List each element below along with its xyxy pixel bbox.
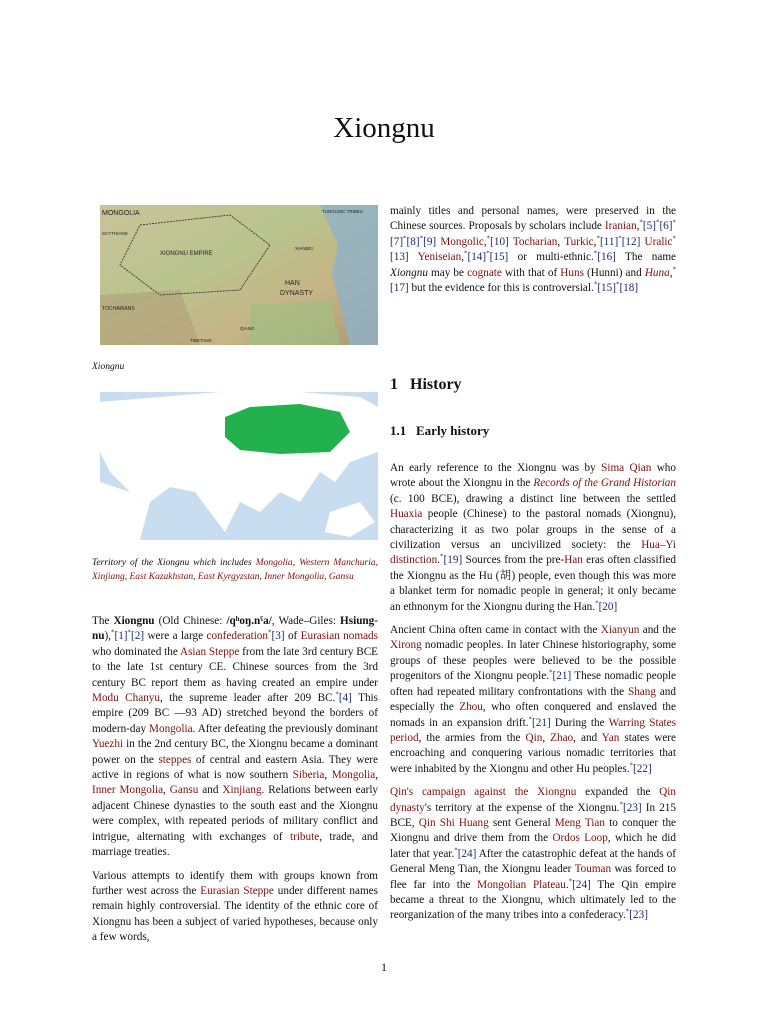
map-label: MONGOLIA [102, 210, 140, 217]
link[interactable]: Inner Mongolia [92, 784, 164, 797]
link[interactable]: Shang [627, 685, 656, 698]
text: with that of [501, 266, 561, 279]
link[interactable]: Yuezhi [92, 738, 124, 751]
text: . [437, 554, 441, 567]
text: to conquer the Xiongnu and drive them from the [390, 816, 676, 845]
section-number: 1 [390, 376, 398, 393]
text: from the late 3rd century BCE to the late 1st century CE. Chinese sources from the 3rd century BC report them as having created an empire under [92, 645, 379, 689]
paragraph: Ancient China often came in contact with the Xianyun and the Xirong nomadic peoples. In later Chinese historiography, some groups of these peoples were believed to be the possible progenitors of the Xiongnu people.*[21] These nomadic people often had repeated military confrontations with the Shang and especially the Zhou, who often conquered and enslaved the nomads in an expansion drift.*[21] During the Warring States period, the armies from the Qin, Zhao, and Yan states were encroaching and conquering various nomadic territories that were inhabited by the Xiongnu and other Hu peoples.*[22] [390, 624, 677, 775]
link[interactable]: Yeniseian [417, 251, 462, 264]
link[interactable]: Han [564, 554, 583, 567]
text: , Wade–Giles: [271, 615, 341, 627]
paragraph: The Xiongnu (Old Chinese: /qʰoŋ.nˤa/, Wade–Giles: Hsiung-nu),*[1]*[2] were a large confederation*[3] of Eurasian nomads who dominated the Asian Steppe from the late 3rd century BCE to the late 1st century CE. Chinese sources from the 3rd century BC report them as having created an empire under Modu Chanyu, the supreme leader after 209 BC.*[4] This empire (209 BC —93 AD) stretched beyond the borders of modern-day Mongolia. After defeating the previously dominant Yuezhi in the 2nd century BC, the Xiongnu became a dominant power on the steppes of central and eastern Asia. They were active in regions of what is now southern Siberia, Mongolia, Inner Mongolia, Gansu and Xinjiang. Relations between early adjacent Chinese dynasties to the south east and the Xiongnu were complex, with repeated periods of military conflict and intrigue, alternating with exchanges of tribute, trade, and marriage treaties. [92, 615, 379, 859]
text: An early reference to the Xiongnu was by [390, 462, 602, 474]
text: In 215 BCE, [390, 801, 676, 829]
text: , [375, 769, 379, 782]
text: , [593, 235, 597, 248]
link[interactable]: Turkic [564, 235, 594, 248]
link[interactable]: Mongolian Plateau [477, 878, 566, 891]
link[interactable]: Huaxia [390, 508, 423, 521]
text: was forced to flee far into the [390, 863, 676, 891]
link[interactable]: Huna [644, 266, 670, 279]
link[interactable]: Mongolia [149, 722, 193, 735]
text: and the [639, 624, 676, 637]
text: , who often conquered and enslaved the nomads in an expansion drift. [390, 701, 676, 729]
text: eras often classified the Xiongnu as the Hu (胡) people, even though this was more a blanket term for nomadic people in general; it only became an ethnonym for the Xiongnu during the Han. [390, 554, 676, 613]
link[interactable]: Sima Qian [601, 462, 652, 474]
text: states were encroaching and conquering various nomadic territories that were inhabited by the Xiongnu and other Hu peoples. [390, 731, 676, 775]
link[interactable]: Mongolia [331, 769, 376, 782]
term-italic: Xiongnu [390, 266, 428, 279]
caption-text: , [375, 558, 378, 568]
text: , and [573, 731, 602, 744]
link[interactable]: Warring States period [390, 716, 676, 744]
text: Sources from the pre- [462, 554, 565, 567]
link[interactable]: Records of the Grand Historian [533, 477, 676, 490]
link[interactable]: Eurasian nomads [300, 630, 378, 643]
map-label: TIBETANS [190, 338, 212, 343]
text: The name [615, 251, 676, 264]
citation[interactable]: [23] [622, 801, 642, 814]
citation[interactable]: [13] [390, 251, 409, 264]
link[interactable]: Siberia [292, 769, 325, 782]
text: , [483, 235, 487, 248]
xiongnu-territory-map [100, 392, 378, 540]
citation[interactable]: [10] [490, 235, 509, 248]
link[interactable]: Mongolic [440, 235, 484, 248]
citation[interactable]: [5] [642, 220, 656, 233]
citation[interactable]: [12] [621, 235, 641, 248]
link[interactable]: Gansu [169, 784, 199, 797]
link[interactable]: Xinjiang [222, 784, 262, 797]
link[interactable]: Asian Steppe [179, 645, 240, 658]
link[interactable]: Yan [601, 731, 620, 744]
citation[interactable]: [11] [599, 235, 619, 248]
link[interactable]: steppes [158, 753, 192, 766]
section-heading [390, 377, 676, 392]
text: , [461, 251, 464, 264]
link[interactable]: Iranian [604, 220, 637, 233]
link[interactable]: Zhao [550, 731, 574, 744]
citation[interactable]: [15] [597, 282, 616, 295]
text: , [542, 731, 551, 744]
page-title: Xiongnu [333, 112, 435, 144]
text: 's territory at the expense of the Xiongnu. [424, 801, 620, 814]
citation[interactable]: [2] [131, 630, 145, 643]
map-label: SCYTHIANS [102, 231, 128, 236]
text: people (Chinese) to the pastoral nomads (Xiongnu), characterizing it as two polar groups in the sense of a civilization versus an uncivilized society: the [390, 508, 676, 552]
map-label: HAN [285, 280, 300, 287]
caption-text: , [259, 572, 265, 582]
right-column [390, 204, 676, 304]
citation[interactable]: [21] [532, 716, 551, 729]
link[interactable]: Touman [574, 863, 612, 876]
caption-text: , [124, 572, 130, 582]
paragraph: An early reference to the Xiongnu was by Sima Qian who wrote about the Xiongnu in the Records of the Grand Historian (c. 100 BCE), drawing a distinct line between the settled Huaxia people (Chinese) to the pastoral nomads (Xiongnu), characterizing it as two polar groups in the sense of a civilization versus an uncivilized society: the Hua–Yi distinction.*[19] Sources from the pre-Han eras often classified the Xiongnu as the Hu (胡) people, even though this was more a blanket term for nomadic people in general; it only became an ethnonym for the Xiongnu during the Han.*[20] [390, 462, 676, 613]
text: in the 2nd century BC, the Xiongnu became a dominant power on the [92, 738, 378, 766]
link[interactable]: Qin's campaign against the Xiongnu [390, 786, 577, 799]
wade-giles: Hsiung-nu [92, 615, 378, 643]
link-western-manchuria[interactable]: Western Manchuria [299, 558, 376, 568]
paragraph [92, 869, 378, 946]
text: who wrote about the Xiongnu in the [390, 462, 676, 490]
citation[interactable]: [21] [552, 670, 572, 683]
citation[interactable]: [16] [597, 251, 616, 264]
link[interactable]: Tocharian [512, 235, 558, 248]
citation[interactable]: [22] [633, 762, 652, 775]
text: These nomadic people often had repeated military confrontations with the [390, 670, 677, 698]
link[interactable]: Uralic [644, 235, 673, 248]
link-inner-mongolia[interactable]: Inner Mongolia [264, 572, 325, 582]
territory-caption [92, 556, 378, 584]
citation[interactable]: [3] [271, 630, 285, 643]
text: were a large [144, 630, 207, 643]
text: . After defeating the previously dominant [192, 722, 378, 735]
map-label: TUNGUSIC TRIBES [322, 209, 363, 214]
section-number: 1.1 [390, 423, 407, 438]
caption-text: , [324, 572, 329, 582]
text: The Qin empire became a threat to the Xiongnu, which ultimately led to the reorganization of the many tribes into a confederacy. [390, 878, 676, 922]
link[interactable]: Hua–Yi distinction [390, 539, 676, 567]
map-label: XIONGNU EMPIRE [160, 251, 213, 257]
citation[interactable]: [20] [598, 600, 618, 613]
text: and [198, 784, 223, 797]
text: , [669, 266, 673, 279]
citation[interactable]: [17] [390, 282, 409, 295]
text: , [163, 784, 170, 797]
citation[interactable]: [19] [443, 554, 463, 567]
text: nomadic peoples. In later Chinese historiography, some groups of these peoples were believed to be the possible progenitors of the Xiongnu people. [390, 639, 676, 683]
text: , [636, 220, 640, 233]
text: . Relations between early adjacent Chinese dynasties to the south east and the Xiongnu were complex, with repeated periods of military conflict and intrigue, alternating with exchanges of [92, 784, 379, 843]
text: (Hunni) and [583, 266, 645, 279]
paragraph: mainly titles and personal names, were preserved in the Chinese sources. Proposals by scholars include Iranian,*[5]*[6]*[7]*[8]*[9] Mongolic,*[10] Tocharian, Turkic,*[11]*[12] Uralic*[13] Yeniseian,*[14]*[15] or multi-ethnic.*[16] The name Xiongnu may be cognate with that of Huns (Hunni) and Huna,*[17] but the evidence for this is controversial.*[15]*[18] [390, 205, 676, 295]
text [409, 251, 418, 263]
subsection-heading [390, 423, 676, 438]
link[interactable]: Qin dynasty [390, 786, 676, 814]
text: , [324, 769, 332, 782]
citation[interactable]: [4] [338, 692, 352, 705]
link[interactable]: Zhou [459, 701, 483, 714]
caption-text: Territory of the Xiongnu which includes [92, 558, 256, 568]
text: under different names remain highly controversial. The identity of the ethnic core of Xiongnu has been a subject of varied hypotheses, because only a few words, [92, 884, 378, 944]
left-column [92, 614, 378, 954]
citation[interactable]: [6] [659, 220, 673, 233]
citation[interactable]: [9] [423, 235, 437, 248]
text: (c. 100 BCE), drawing a distinct line between the settled [390, 492, 676, 505]
link-xinjiang[interactable]: Xinjiang [92, 572, 125, 582]
map-label: QIANG [240, 326, 255, 331]
link[interactable]: Qin [525, 731, 543, 744]
text: . [565, 878, 569, 891]
text: Various attempts to identify them with groups known from further west across the [92, 869, 378, 897]
citation[interactable]: [14] [467, 251, 487, 264]
paragraph: Qin's campaign against the Xiongnu expanded the Qin dynasty's territory at the expense of the Xiongnu.*[23] In 215 BCE, Qin Shi Huang sent General Meng Tian to conquer the Xiongnu and drive them from the Ordos Loop, which he did later that year.*[24] After the catastrophic defeat at the hands of General Meng Tian, the Xiongnu leader Touman was forced to flee far into the Mongolian Plateau.*[24] The Qin empire became a threat to the Xiongnu, which ultimately led to the reorganization of the many tribes into a confederacy.*[23] [390, 786, 676, 922]
link-gansu[interactable]: Gansu [328, 572, 354, 582]
text: mainly titles and personal names, were preserved in the Chinese sources. Proposals by scholars include [390, 205, 676, 233]
link[interactable]: cognate [467, 266, 502, 279]
text: but the evidence for this is controversial. [408, 282, 594, 295]
map-label: XIANBEI [295, 246, 313, 251]
page-number: 1 [381, 960, 387, 974]
text: The [92, 615, 114, 627]
section-title: History [410, 376, 462, 393]
text: (Old Chinese: [154, 615, 227, 627]
link[interactable]: tribute [289, 830, 320, 843]
ipa: /qʰoŋ.nˤa/ [226, 615, 272, 627]
link-east-kyrgyzstan[interactable]: East Kyrgyzstan [197, 572, 260, 582]
text: , trade, and marriage treaties. [92, 830, 379, 859]
citation[interactable]: [18] [619, 282, 639, 295]
link[interactable]: Xirong [390, 639, 422, 652]
text: ), [104, 630, 111, 643]
xiongnu-relief-map [100, 205, 378, 345]
text: of [284, 630, 301, 643]
citation[interactable]: [23] [629, 909, 648, 922]
right-column-body [390, 461, 676, 932]
link[interactable]: confederation [206, 630, 268, 643]
citation[interactable]: [8] [406, 235, 420, 248]
term-bold: Xiongnu [113, 615, 155, 627]
text: During the [550, 716, 609, 729]
link[interactable]: Xianyun [600, 624, 640, 637]
text: and especially the [390, 685, 676, 714]
link[interactable]: Ordos Loop [552, 832, 608, 845]
caption-text: , [193, 572, 198, 582]
link[interactable]: Meng Tian [554, 816, 605, 829]
citation[interactable]: [24] [572, 878, 591, 891]
link[interactable]: Qin Shi Huang [418, 816, 489, 829]
text: , the supreme leader after 209 BC. [159, 692, 336, 705]
text: , which he did later that year. [390, 832, 676, 860]
caption-text: , [292, 558, 300, 568]
text: may be [427, 266, 468, 279]
text: This empire (209 BC —93 AD) stretched beyond the borders of modern-day [92, 692, 379, 735]
text: sent General [488, 816, 555, 829]
citation[interactable]: [24] [457, 847, 477, 860]
map-label: DYNASTY [280, 290, 314, 297]
text: of central and eastern Asia. They were active in regions of what is now southern [92, 753, 378, 782]
link[interactable]: Modu Chanyu [92, 692, 160, 705]
text: who dominated the [92, 645, 180, 658]
text: After the catastrophic defeat at the hands of General Meng Tian, the Xiongnu leader [390, 847, 676, 876]
citation[interactable]: [7] [390, 235, 404, 248]
map-caption: Xiongnu [92, 362, 125, 372]
section-title: Early history [416, 423, 490, 438]
text: , the armies from the [418, 731, 526, 744]
link[interactable]: Huns [560, 266, 584, 279]
link[interactable]: Eurasian Steppe [200, 884, 274, 897]
citation[interactable]: [15] [489, 251, 509, 264]
citation[interactable]: [1] [114, 630, 128, 643]
text: or multi-ethnic. [508, 251, 594, 264]
text: , [557, 235, 565, 248]
text: Ancient China often came in contact with the [390, 624, 601, 637]
link-mongolia[interactable]: Mongolia [255, 558, 293, 568]
link-east-kazakhstan[interactable]: East Kazakhstan [129, 572, 194, 582]
text: expanded the [576, 786, 660, 799]
map-label: TOCHARIANS [102, 306, 135, 312]
